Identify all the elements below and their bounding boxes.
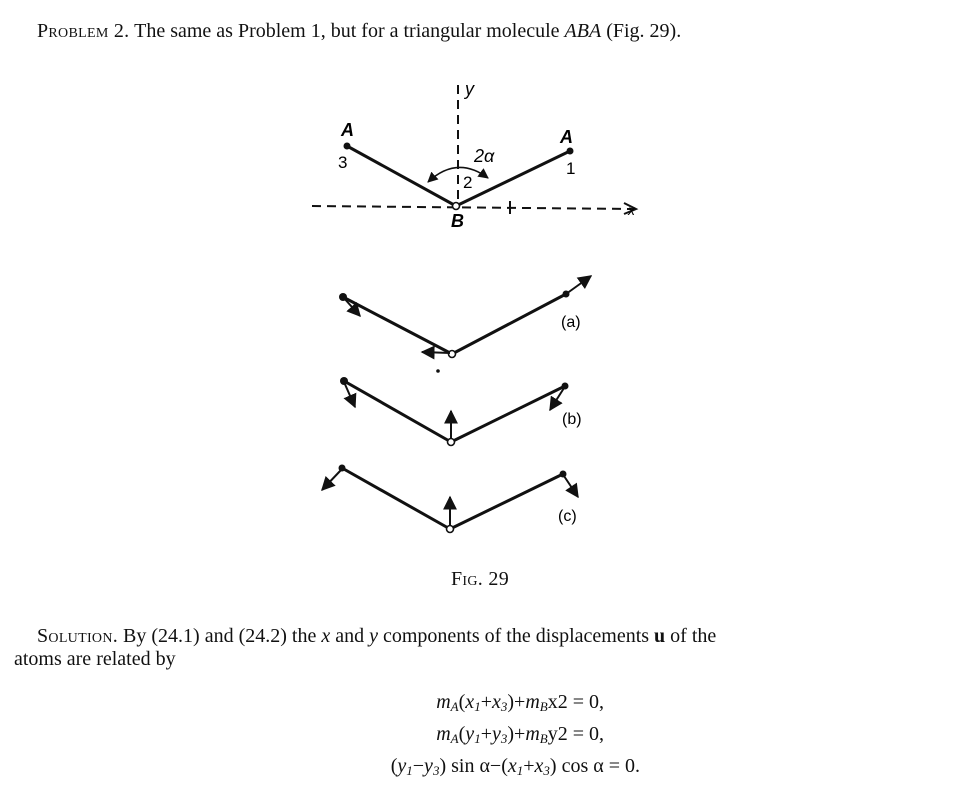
solution-var-x: x: [321, 625, 331, 647]
solution-text-4: of the: [665, 625, 717, 647]
molecule-name: ABA: [564, 20, 602, 42]
atom-center: [453, 203, 460, 210]
mode-c-atom-center: [447, 526, 454, 533]
mode-a-bond-right: [452, 294, 566, 354]
x-axis: [312, 206, 633, 209]
solution-line-2: atoms are related by: [14, 648, 176, 670]
label-index-center: 2: [463, 173, 473, 192]
label-angle: 2α: [474, 146, 495, 166]
mode-a-dot: [436, 369, 440, 373]
problem-text-after: (Fig. 29).: [601, 20, 682, 42]
label-atom-right: A: [560, 127, 573, 147]
label-index-left: 3: [338, 153, 348, 172]
atom-left: [344, 143, 351, 150]
mode-a-arrow-right: [566, 276, 591, 294]
equation-2: $m_A(y_1+y_3)+m_By2 = 0$,: [436, 723, 604, 746]
geometry-diagram: [312, 79, 636, 231]
solution-text-1: By (24.1) and (24.2) the: [118, 625, 322, 647]
equation-1: $m_A(x_1+x_3)+m_Bx2 = 0$,: [436, 691, 604, 714]
mode-c-bond-right: [450, 474, 563, 529]
figure-caption: Fig. 29: [451, 568, 509, 590]
solution-paragraph: [14, 625, 939, 671]
equation-3: $(y_1-y_3)$ $\sin \alpha-(x_1+x_3)$ cos α = 0.: [390, 755, 640, 778]
label-mode-a: (a): [561, 314, 581, 331]
mode-b-atom-center: [448, 439, 455, 446]
label-y: y: [465, 79, 474, 99]
mode-a-bond-left: [343, 297, 452, 354]
mode-a-atom-center: [449, 351, 456, 358]
label-x: x: [628, 202, 635, 218]
bond-left: [347, 146, 456, 206]
label-index-right: 1: [566, 159, 576, 178]
solution-var-y: y: [369, 625, 378, 647]
label-atom-left: A: [341, 120, 354, 140]
mode-c-arrow-right: [564, 476, 578, 497]
mode-b-diagram: [340, 377, 582, 446]
problem-label: Problem 2.: [37, 20, 130, 42]
solution-text-3: components of the displacements: [378, 625, 655, 647]
mode-b-bond-right: [451, 386, 565, 442]
mode-c-arrow-left: [322, 470, 341, 490]
mode-a-diagram: [339, 276, 591, 373]
problem-text-before: The same as Problem 1, but for a triangular molecule: [129, 20, 565, 42]
atom-right: [567, 148, 574, 155]
label-mode-b: (b): [562, 411, 582, 428]
mode-c-diagram: [322, 465, 578, 533]
mode-a-arrow-center: [422, 352, 450, 353]
solution-var-u: u: [654, 625, 666, 647]
mode-b-bond-left: [344, 381, 451, 442]
label-atom-center: B: [451, 211, 464, 231]
solution-line-1: [14, 625, 939, 648]
solution-label: Solution.: [37, 625, 119, 647]
mode-c-bond-left: [342, 468, 450, 529]
solution-text-2: and: [330, 625, 370, 647]
label-mode-c: (c): [558, 508, 577, 525]
